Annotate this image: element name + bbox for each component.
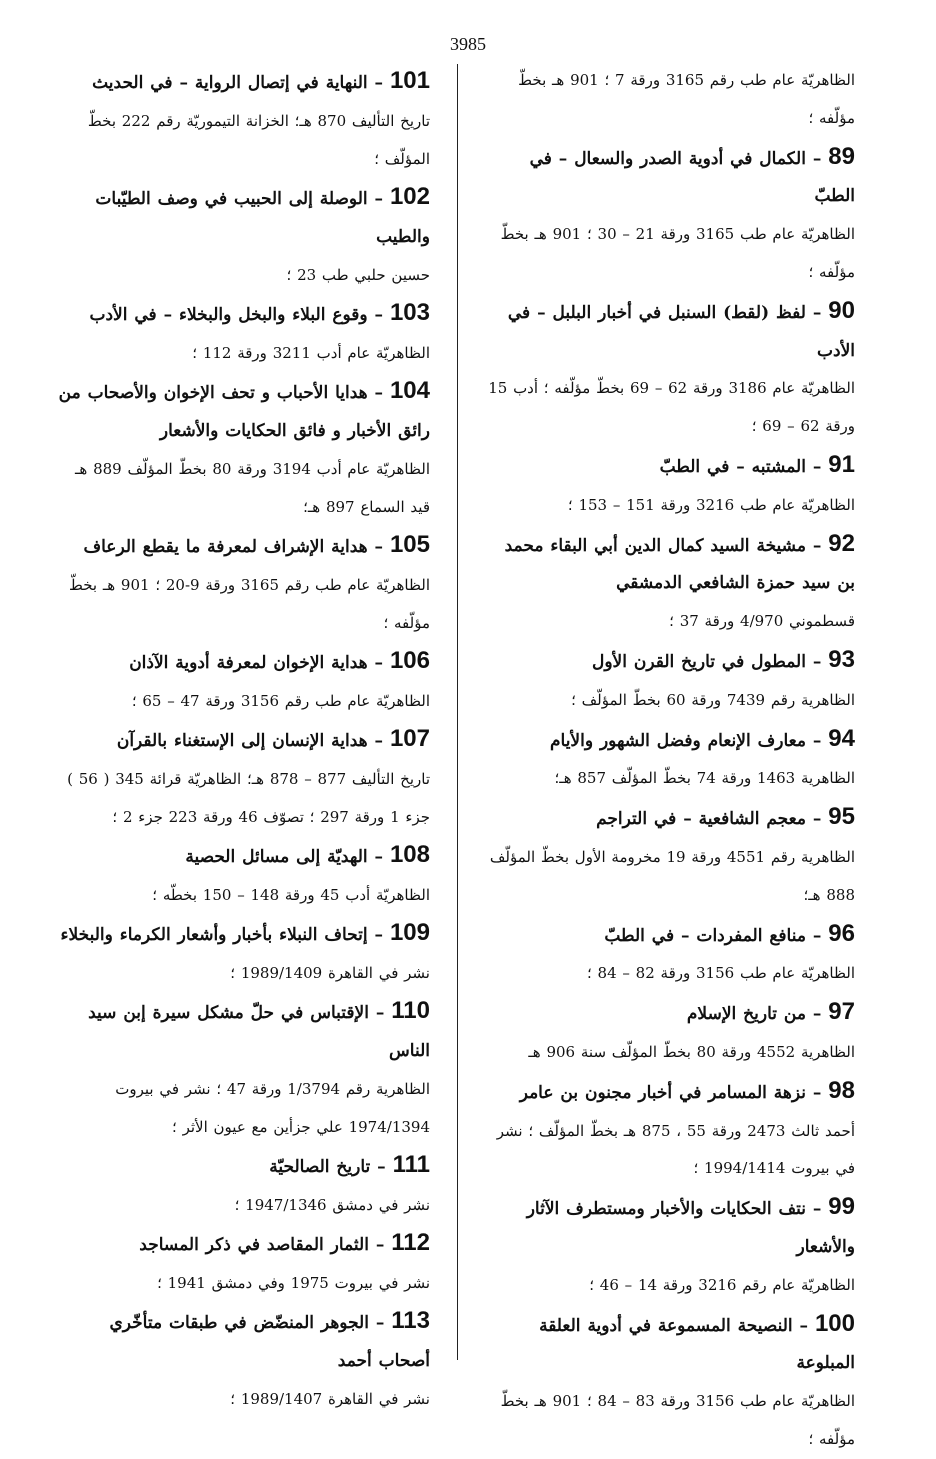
bibliography-entry: [55, 1302, 430, 1418]
entry-title: [55, 720, 430, 760]
entry-title: [55, 914, 430, 954]
bibliography-entry: [55, 178, 430, 294]
page-number: 3985: [450, 34, 486, 54]
bibliography-entry: [55, 62, 430, 178]
entry-number: 94: [828, 724, 855, 752]
bibliography-entry: [485, 292, 855, 446]
entry-details: الظاهريّة عام أدب 3211 ورقة 112 ؛: [192, 344, 430, 362]
entry-details: تاريخ التأليف 877 – 878 هـ؛ الظاهريّة قرائة 345 ( 56 ) جزء 1 ورقة 297 ؛ تصوّف 46 ورقة 223 جزء 2 ؛: [67, 770, 430, 826]
entry-title-text: – تاريخ الصالحيّة: [269, 1157, 386, 1177]
entry-details: الظاهريّة عام أدب 3194 ورقة 80 بخطّ المؤلّف 889 هـ قيد السماع 897 هـ؛: [74, 460, 430, 516]
entry-title-text: – هدايا الأحباب و تحف الإخوان والأصحاب من رائق الأخبار و فائق الحكايات والأشعار: [58, 383, 430, 441]
entry-number: 93: [828, 645, 855, 673]
entry-title-text: – نزهة المسامر في أخبار مجنون بن عامر: [519, 1082, 822, 1103]
entry-number: 92: [828, 529, 855, 557]
entry-number: 91: [828, 450, 855, 478]
entry-details: تاريخ التأليف 870 هـ؛ الخزانة التيموريّة رقم 222 بخطّ المؤلّف ؛: [87, 112, 430, 168]
entry-title: [55, 526, 430, 566]
entry-title: [485, 138, 855, 217]
entry-title-text: – النصيحة المسموعة في أدوية العلقة المبلوعة: [539, 1315, 855, 1374]
entry-details: الظاهرية رقم 1/3794 ورقة 47 ؛ نشر في بيروت 1974/1394 علي جزأين مع عيون الأثر ؛: [115, 1080, 430, 1136]
entry-number: 98: [828, 1076, 855, 1104]
entry-number: 103: [389, 299, 430, 326]
bibliography-entry: [485, 1188, 855, 1304]
entry-title-text: – وقوع البلاء والبخل والبخلاء – في الأدب: [89, 305, 384, 325]
bibliography-entry: [485, 1072, 855, 1188]
entry-details: نشر في دمشق 1947/1346 ؛: [234, 1196, 430, 1214]
entry-number: 108: [389, 841, 430, 868]
entry-title-text: – المشتبه – في الطبّ: [659, 456, 822, 477]
entry-details: قسطموني 4/970 ورقة 37 ؛: [669, 612, 855, 631]
entry-number: 90: [828, 296, 855, 324]
entry-title-text: – الكمال في أدوية الصدر والسعال – في الطبّ: [529, 148, 855, 207]
entry-title: [485, 1305, 855, 1384]
entry-number: 109: [389, 919, 430, 946]
entry-number: 99: [828, 1193, 855, 1221]
entry-title: [55, 992, 430, 1070]
entry-title: [55, 836, 430, 876]
bibliography-entry: [485, 915, 855, 994]
bibliography-entry: [485, 525, 855, 641]
bibliography-entry: [485, 993, 855, 1072]
bibliography-entry: [55, 526, 430, 642]
entry-details: الظاهريّة أدب 45 ورقة 148 – 150 بخطّه ؛: [152, 886, 430, 904]
entry-number: 95: [828, 803, 855, 831]
entry-title-text: – إتحاف النبلاء بأخبار وأشعار الكرماء والبخلاء: [60, 925, 384, 945]
entry-details: الظاهريّة عام طب رقم 3156 ورقة 47 – 65 ؛: [131, 692, 430, 710]
column-divider: [457, 64, 458, 1360]
entry-title-text: – معجم الشافعية – في التراجم: [596, 809, 822, 830]
entry-title-text: – المطول في تاريخ القرن الأول: [592, 651, 822, 672]
entry-title-text: – منافع المفردات – في الطبّ: [604, 925, 822, 946]
bibliography-entry: [55, 372, 430, 526]
bibliography-entry: [55, 642, 430, 720]
entry-details: حسين حلبي طب 23 ؛: [286, 266, 430, 284]
entry-title-text: – نتف الحكايات والأخبار ومستطرف الآثار والأشعار: [526, 1199, 855, 1257]
entry-title-text: – هداية الإشراف لمعرفة ما يقطع الرعاف: [83, 537, 384, 557]
entry-title: [55, 1302, 430, 1380]
entry-details: الظاهريّة عام طب رقم 3165 ورقة 7 ؛ 901 هـ بخطّ مؤلّفه ؛: [518, 71, 855, 127]
left-column: [55, 62, 430, 1418]
entry-number: 113: [391, 1307, 430, 1334]
entry-title-text: – معارف الإنعام وفضل الشهور والأيام: [549, 730, 822, 751]
entry-title: [485, 915, 855, 956]
entry-title: [485, 292, 855, 371]
entry-number: 96: [828, 919, 855, 947]
bibliography-entry: [55, 836, 430, 914]
entry-number: 101: [389, 67, 430, 94]
entry-number: 104: [389, 377, 430, 404]
entry-number: 111: [392, 1151, 430, 1178]
entry-details: الظاهريّة عام طب 3156 ورقة 82 – 84 ؛: [586, 964, 855, 983]
entry-title: [55, 294, 430, 334]
entry-title-text: – لفظ (لقط) السنبل في أخبار البلبل – في الأدب: [507, 302, 855, 361]
entry-title-text: – الثمار المقاصد في ذكر المساجد: [139, 1235, 385, 1255]
entry-number: 100: [814, 1309, 855, 1337]
entry-title: [55, 1224, 430, 1264]
entry-title-text: – الإقتباس في حلّ مشكل سيرة إبن سيد الناس: [88, 1003, 430, 1061]
entry-title: [485, 798, 855, 839]
entry-title-text: – الهديّة إلى مسائل الحصية: [185, 847, 384, 867]
entry-title: [55, 1146, 430, 1186]
entry-title-text: – الجوهر المنضّض في طبقات متأخّري أصحاب أحمد: [109, 1313, 430, 1371]
bibliography-entry: [55, 1146, 430, 1224]
bibliography-entry: [55, 294, 430, 372]
entry-details: الظاهريّة عام طب 3216 ورقة 151 – 153 ؛: [567, 495, 855, 514]
entry-number: 112: [391, 1229, 430, 1256]
entry-title: [55, 642, 430, 682]
entry-details: الظاهرية رقم 7439 ورقة 60 بخطّ المؤلّف ؛: [571, 690, 855, 709]
entry-details: نشر في بيروت 1975 وفي دمشق 1941 ؛: [157, 1274, 430, 1292]
entry-title-text: – مشيخة السيد كمال الدين أبي البقاء محمد بن سيد حمزة الشافعي الدمشقي: [504, 535, 855, 594]
bibliography-entry: [55, 914, 430, 992]
entry-title: [55, 178, 430, 256]
entry-details: نشر في القاهرة 1989/1409 ؛: [230, 964, 430, 982]
entry-details: أحمد ثالث 2473 ورقة 55 ، 875 هـ بخطّ المؤلّف ؛ نشر في بيروت 1994/1414 ؛: [496, 1121, 855, 1178]
bibliography-entry: [485, 798, 855, 914]
entry-details: الظاهرية 1463 ورقة 74 بخطّ المؤلّف 857 هـ؛: [554, 769, 855, 788]
entry-title-text: – من تاريخ الإسلام: [686, 1004, 822, 1025]
entry-title-text: – هداية الإخوان لمعرفة أدوية الآذان: [129, 653, 384, 673]
entry-details: الظاهريّة عام طب 3165 ورقة 21 – 30 ؛ 901 هـ بخطّ مؤلّفه ؛: [500, 225, 855, 281]
bibliography-entry: [55, 720, 430, 836]
bibliography-entry: [485, 446, 855, 525]
entry-details: الظاهريّة عام طب 3156 ورقة 83 – 84 ؛ 901 هـ بخطّ مؤلّفه ؛: [500, 1392, 855, 1448]
entry-title: [55, 62, 430, 102]
entry-details: الظاهرية 4552 ورقة 80 بخطّ المؤلّف سنة 906 هـ: [528, 1042, 855, 1061]
entry-title-text: – الوصلة إلى الحبيب في وصف الطيّبات والطيب: [95, 189, 430, 247]
entry-title: [485, 993, 855, 1034]
right-column: [485, 62, 855, 1459]
entry-number: 89: [828, 142, 855, 170]
entry-number: 102: [389, 183, 430, 210]
entry-title: [55, 372, 430, 450]
bibliography-entry: [485, 1305, 855, 1459]
bibliography-entry: [55, 1224, 430, 1302]
bibliography-entry: [55, 992, 430, 1146]
entry-title: [485, 525, 855, 604]
entry-title-text: – النهاية في إتصال الرواية – في الحديث: [92, 73, 384, 93]
entry-number: 97: [828, 998, 855, 1026]
entry-title: [485, 641, 855, 682]
entry-number: 110: [391, 997, 430, 1024]
entry-details: نشر في القاهرة 1989/1407 ؛: [230, 1390, 430, 1408]
entry-title: [485, 446, 855, 487]
entry-number: 107: [389, 725, 430, 752]
entry-details: الظاهريّة عام طب رقم 3165 ورقة 9-20 ؛ 901 هـ بخطّ مؤلّفه ؛: [68, 576, 430, 632]
bibliography-entry: [485, 641, 855, 720]
bibliography-entry: [485, 138, 855, 292]
entry-details: الظاهريّة عام رقم 3216 ورقة 14 – 46 ؛: [589, 1275, 855, 1294]
entry-title: [485, 720, 855, 761]
bibliography-entry: [485, 62, 855, 138]
entry-title-text: – هداية الإنسان إلى الإستغناء بالقرآن: [116, 731, 384, 751]
entry-number: 106: [389, 647, 430, 674]
entry-details: الظاهرية رقم 4551 ورقة 19 مخرومة الأول بخطّ المؤلّف 888 هـ؛: [489, 847, 855, 904]
entry-title: [485, 1072, 855, 1113]
entry-number: 105: [389, 531, 430, 558]
entry-title: [485, 1188, 855, 1267]
entry-details: الظاهريّة عام 3186 ورقة 62 – 69 بخطّ مؤلّفه ؛ أدب 15 ورقة 62 – 69 ؛: [488, 379, 855, 436]
bibliography-entry: [485, 720, 855, 799]
